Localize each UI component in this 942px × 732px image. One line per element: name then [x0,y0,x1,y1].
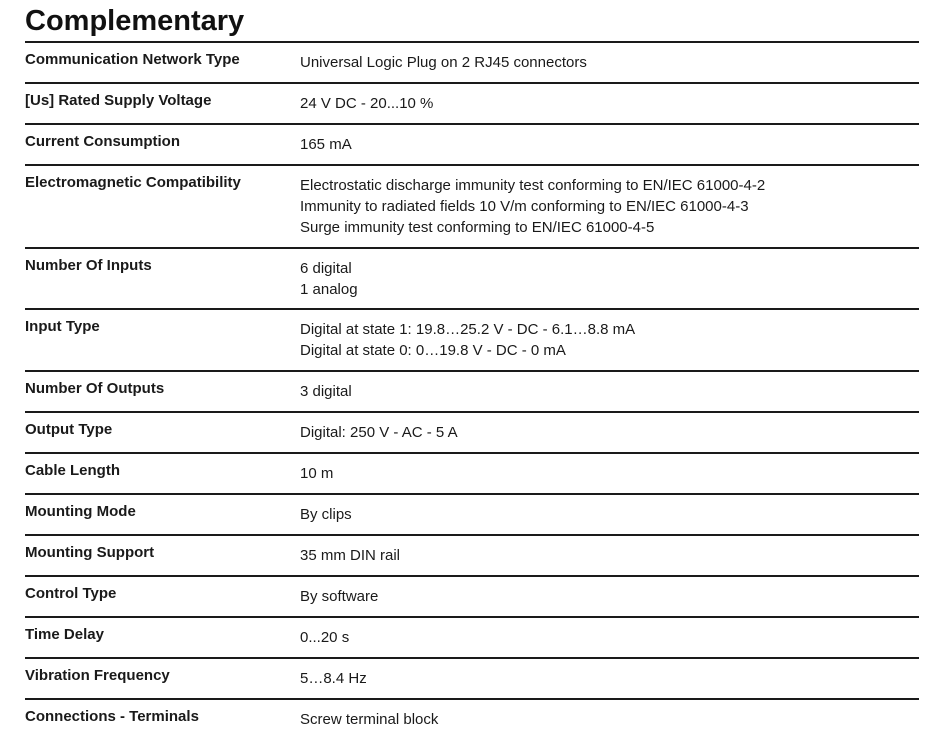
spec-row [25,166,919,249]
spec-value: Digital at state 1: 19.8…25.2 V - DC - 6.1…8.8 mA [300,321,636,338]
spec-values [300,543,919,575]
spec-values [300,461,919,493]
spec-values [300,256,919,308]
spec-row [25,249,919,310]
spec-sheet [25,0,919,732]
spec-row [25,659,919,700]
spec-value: By software [300,588,379,605]
spec-row [25,310,919,372]
spec-value: Immunity to radiated fields 10 V/m conforming to EN/IEC 61000-4-3 [300,198,749,215]
spec-values [300,502,919,534]
spec-values [300,91,919,123]
spec-label: Number Of Inputs [25,257,152,274]
spec-values [300,666,919,698]
spec-label: Connections - Terminals [25,708,199,725]
spec-row [25,495,919,536]
spec-value: 0...20 s [300,629,350,646]
spec-row [25,125,919,166]
spec-label: Output Type [25,421,113,438]
spec-values [300,625,919,657]
spec-values [300,379,919,411]
spec-value: 24 V DC - 20...10 % [300,95,434,112]
spec-label: Mounting Mode [25,503,136,520]
spec-values [300,317,919,370]
spec-value: By clips [300,506,352,523]
spec-row [25,618,919,659]
spec-label: Control Type [25,585,117,602]
spec-value: 165 mA [300,136,352,153]
spec-row [25,454,919,495]
spec-values [300,173,919,247]
spec-label: Cable Length [25,462,121,479]
spec-value: 6 digital [300,260,352,277]
spec-table [25,41,919,732]
spec-label: Electromagnetic Compatibility [25,174,241,191]
spec-value: 35 mm DIN rail [300,547,401,564]
spec-label: Input Type [25,318,100,335]
spec-values [300,132,919,164]
spec-value: Digital: 250 V - AC - 5 A [300,424,458,441]
spec-row [25,700,919,732]
spec-row [25,536,919,577]
spec-value: 3 digital [300,383,352,400]
spec-row [25,43,919,84]
spec-label: Number Of Outputs [25,380,165,397]
spec-values [300,707,919,732]
spec-value: Universal Logic Plug on 2 RJ45 connectors [300,54,587,71]
spec-value: Digital at state 0: 0…19.8 V - DC - 0 mA [300,342,566,359]
spec-row [25,413,919,454]
spec-label: Vibration Frequency [25,667,170,684]
spec-values [300,420,919,452]
spec-value: Screw terminal block [300,711,439,728]
spec-label: [Us] Rated Supply Voltage [25,92,212,109]
spec-row [25,577,919,618]
spec-label: Time Delay [25,626,104,643]
spec-label: Mounting Support [25,544,155,561]
spec-row [25,372,919,413]
spec-value: 5…8.4 Hz [300,670,367,687]
spec-values [300,50,919,82]
spec-label: Current Consumption [25,133,180,150]
spec-row [25,84,919,125]
spec-value: 1 analog [300,281,358,298]
spec-value: Surge immunity test conforming to EN/IEC 61000-4-5 [300,219,655,236]
spec-label: Communication Network Type [25,51,240,68]
spec-value: 10 m [300,465,334,482]
spec-value: Electrostatic discharge immunity test conforming to EN/IEC 61000-4-2 [300,177,766,194]
section-title: Complementary [25,5,245,37]
spec-values [300,584,919,616]
